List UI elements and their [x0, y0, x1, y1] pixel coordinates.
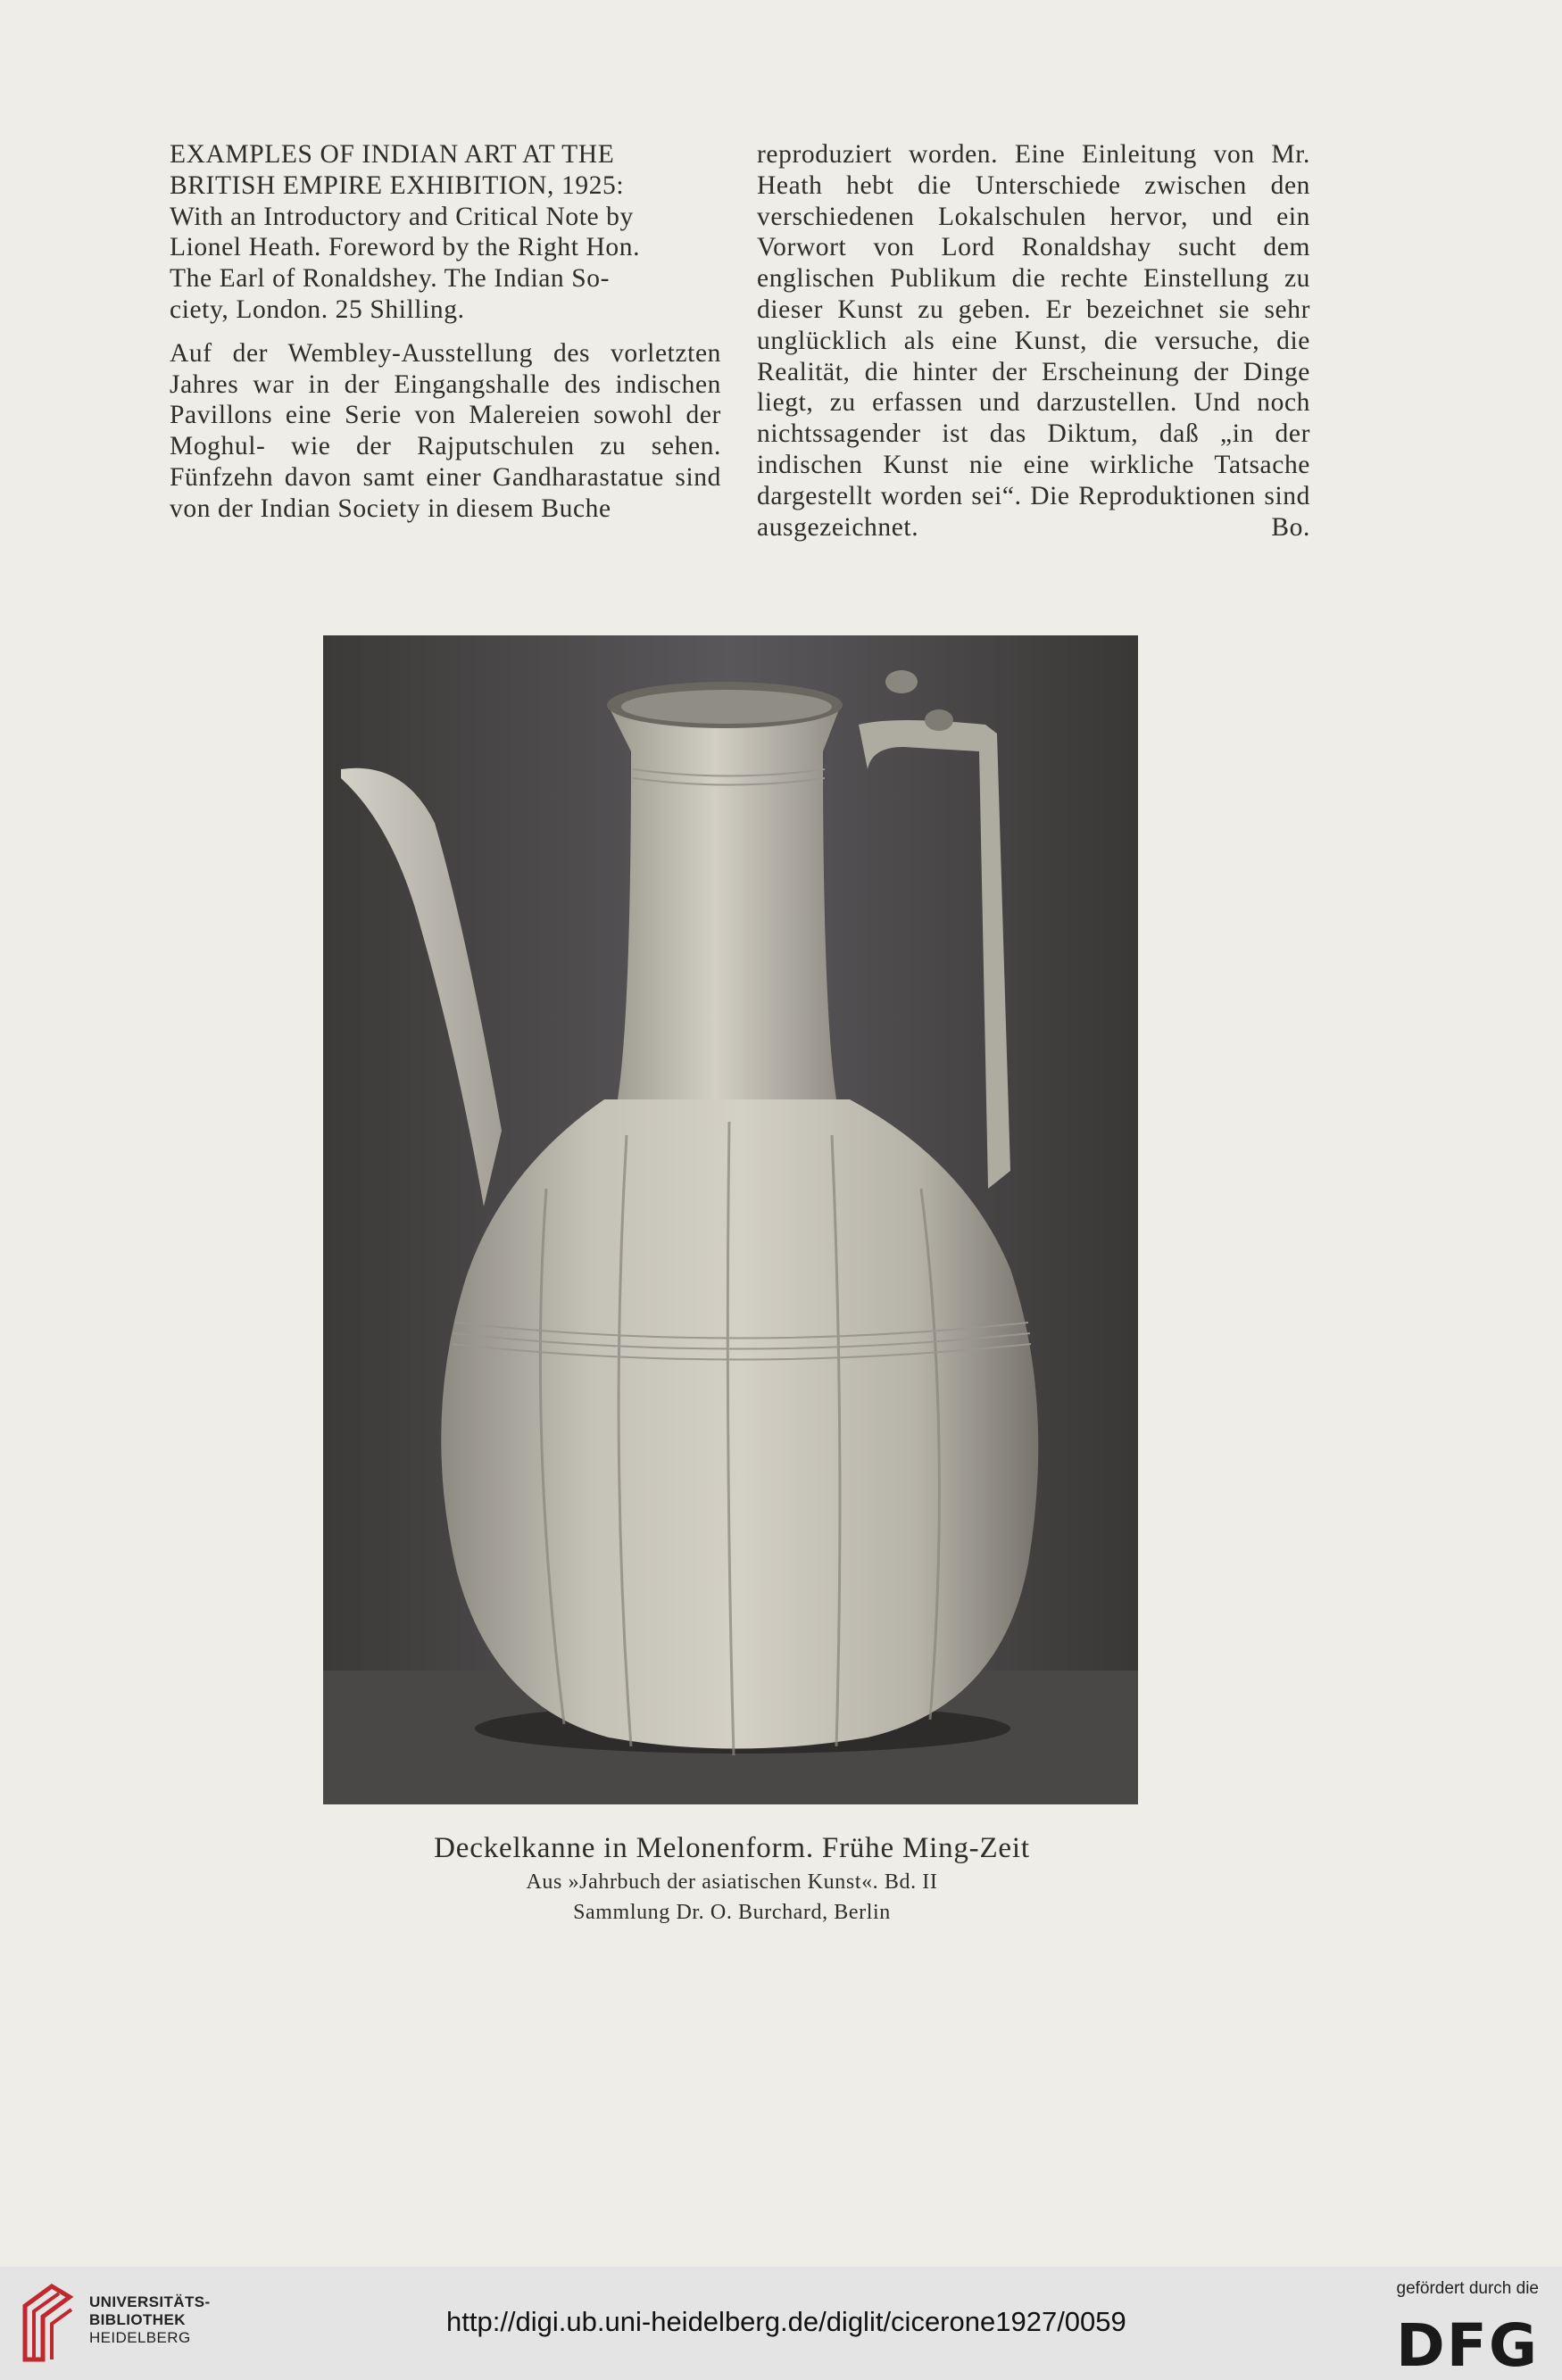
caption-source: Aus »Jahrbuch der asiatischen Kunst«. Bd. II: [526, 1870, 938, 1894]
permalink-url[interactable]: http://digi.ub.uni-heidelberg.de/diglit/cicerone1927/0059: [446, 2306, 1126, 2337]
ewer-illustration: [323, 635, 1138, 1804]
review-heading: [170, 139, 721, 326]
review-heading-line: With an Introductory and Critical Note by: [170, 202, 634, 231]
review-heading-line: Lionel Heath. Foreword by the Right Hon.: [170, 233, 641, 262]
review-body-right-text: reproduziert worden. Eine Einleitung von Mr. Heath hebt die Unterschiede zwischen den verschiedenen Lokalschulen hervor, und ein Vorwort von Lord Ronaldshay sucht dem englischen Publikum die rechte Einstellung zu dieser Kunst zu geben. Er bezeichnet sie sehr unglücklich als eine Kunst, die versuche, die Realität, die hinter der Erscheinung der Dinge liegt, zu erfassen und darzustellen. Und noch nichtssagender ist das Diktum, daß „in der indischen Kunst nie eine wirkliche Tatsache dargestellt worden sei“. Die Reproduktionen sind ausgezeichnet.: [757, 140, 1310, 542]
dfg-logo: DFG: [1395, 2311, 1539, 2380]
library-name-line: HEIDELBERG: [89, 2329, 191, 2346]
digitization-footer: [0, 2267, 1562, 2380]
review-body-left: Auf der Wembley-Ausstellung des vorletzten Jahres war in der Eingangshalle des indischen Pavillons eine Serie von Malereien sowohl der Moghul- wie der Rajputschulen zu sehen. Fünfzehn davon samt einer Gandharastatue sind von der Indian Society in diesem Buche: [170, 338, 721, 523]
library-name-line: UNIVERSITÄTS-: [89, 2293, 211, 2310]
review-body-right: [757, 139, 1310, 543]
ewer-lid-knob: [885, 670, 918, 693]
figure-caption: [268, 1829, 1196, 1928]
left-text-column: [170, 139, 721, 525]
review-heading-line: The Earl of Ronaldshey. The Indian So-: [170, 264, 611, 294]
review-heading-line: EXAMPLES OF INDIAN ART AT THE: [170, 140, 615, 169]
right-text-column: [757, 139, 1310, 543]
ewer-handle-loop: [925, 709, 953, 731]
ewer-body: [441, 1099, 1038, 1749]
review-signature: Bo.: [1271, 512, 1310, 542]
ewer-photograph: [323, 635, 1138, 1804]
review-heading-line: ciety, London. 25 Shilling.: [170, 294, 465, 324]
ewer-rim-inner: [621, 690, 832, 724]
library-name-line: BIBLIOTHEK: [89, 2311, 186, 2328]
library-name: [89, 2293, 211, 2347]
caption-title: Deckelkanne in Melonenform. Frühe Ming-Zeit: [434, 1832, 1030, 1864]
funding-note: gefördert durch die: [1396, 2279, 1539, 2298]
caption-collection: Sammlung Dr. O. Burchard, Berlin: [573, 1901, 891, 1924]
review-heading-line: BRITISH EMPIRE EXHIBITION, 1925:: [170, 170, 625, 200]
library-logo-icon: [16, 2279, 79, 2368]
